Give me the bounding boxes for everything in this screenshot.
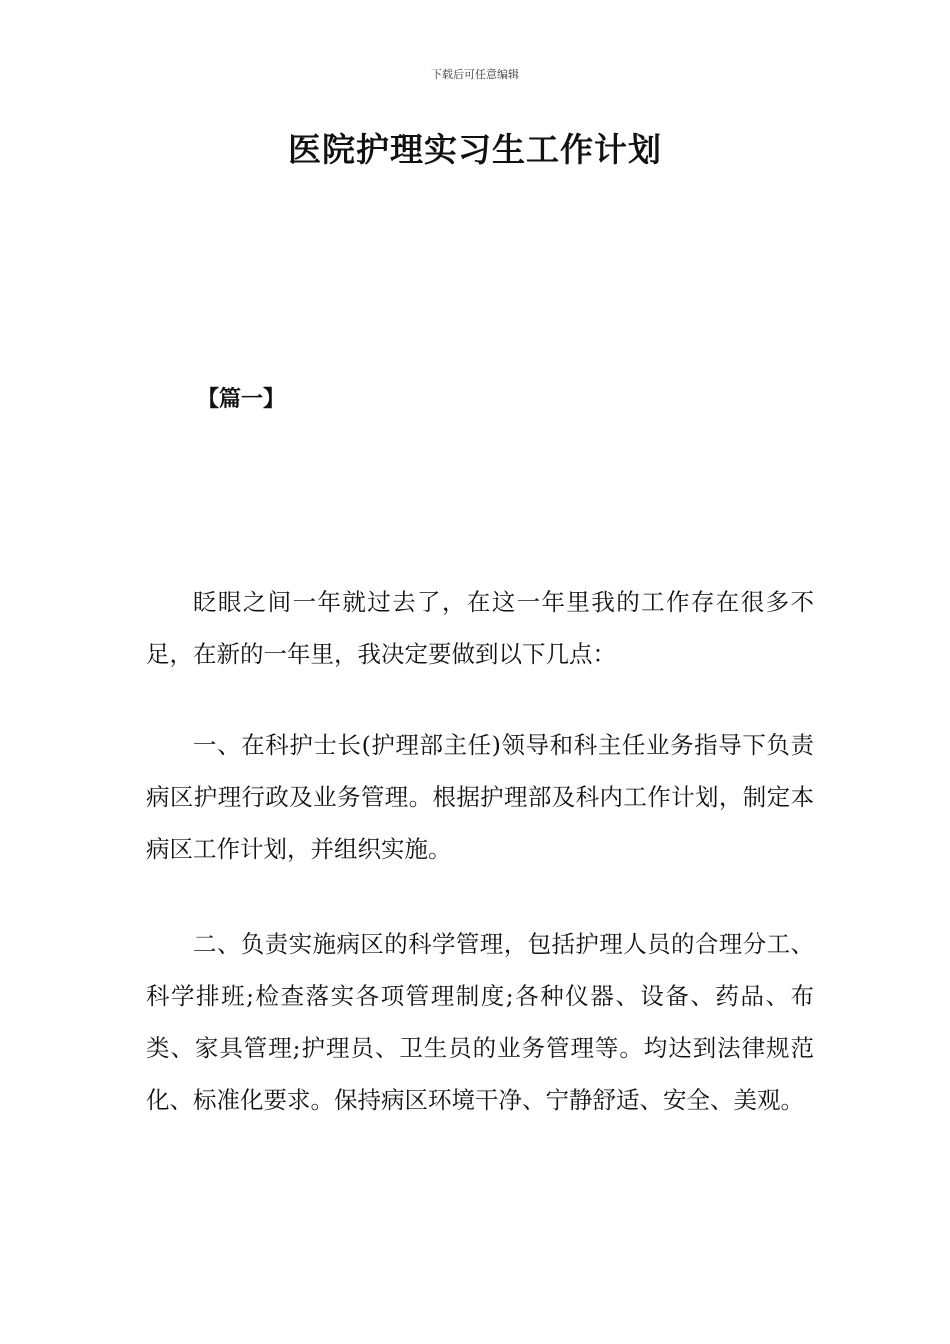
header-note: 下载后可任意编辑 xyxy=(431,68,519,81)
document-title: 医院护理实习生工作计划 xyxy=(288,130,662,169)
paragraph-item-2: 二、负责实施病区的科学管理，包括护理人员的合理分工、科学排班;检查落实各项管理制度;各种仪器、设备、药品、布类、家具管理;护理员、卫生员的业务管理等。均达到法律规范化、标准化要求。保持病区环境干净、宁静舒适、安全、美观。 xyxy=(146,930,814,1114)
paragraph-intro: 眨眼之间一年就过去了，在这一年里我的工作存在很多不足，在新的一年里，我决定要做到以下几点： xyxy=(146,588,814,668)
paragraph-item-1: 一、在科护士长(护理部主任)领导和科主任业务指导下负责病区护理行政及业务管理。根据护理部及科内工作计划，制定本病区工作计划，并组织实施。 xyxy=(146,731,814,863)
section-label: 【篇一】 xyxy=(197,387,286,412)
